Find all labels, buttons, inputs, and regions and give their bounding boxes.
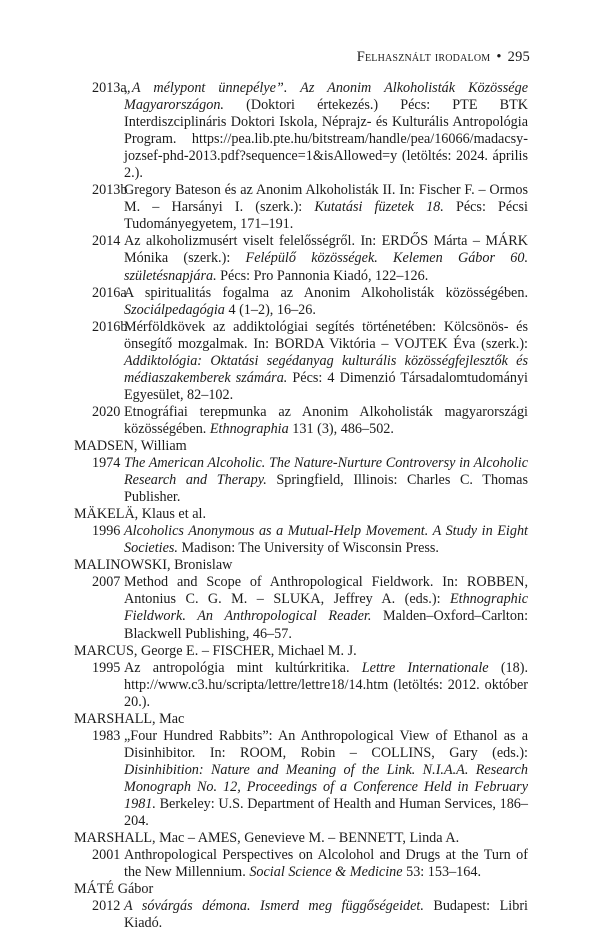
entry-text: Az alkoholizmusért viselt felelősségről. In: ERDŐS Márta – MÁRK Mónika (szerk.): [124,233,528,267]
entry-text: Gregory Bateson és az Anonim Alkoholisták II. In: Fischer F. – Ormos M. – Harsányi I. (szerk.): [124,182,528,216]
entry-text: Anthropological Perspectives on Alcolohol and Drugs at the Turn of the New Millennium. [124,847,528,881]
bibliography-entry [72,404,528,438]
entry-year: 2013a [92,80,127,96]
author-heading: MARSHALL, Mac – AMES, Genevieve M. – BENNETT, Linda A. [74,830,460,847]
entry-text: Pécs: Pro Pannonia Kiadó, 122–126. [216,267,429,284]
entry-text: Mérföldkövek az addiktológiai segítés történetében: Kölcsönös- és önsegítő mozgalmak. In: BORDA Viktória – VOJTEK Éva (szerk.): [124,318,528,352]
entry-title-italic: Social Science & Medicine [249,864,403,881]
entry-year: 2020 [92,403,121,420]
entry-text: Springfield, Illinois: Charles C. Thomas Publisher. [124,472,529,506]
entry-text: Berkeley: U.S. Department of Health and Human Services, 186–204. [124,795,528,830]
entry-title-italic: A sóvárgás démona. Ismerd meg függőségeidet. [124,898,424,915]
entry-text: 131 (3), 486–502. [288,420,394,437]
entry-year: 1983 [92,727,121,744]
entry-title-italic: „A mélypont ünnepélye”. Az Anonim Alkoholisták Közössége Magyarországon. [124,80,528,114]
entry-title-italic: The American Alcoholic. The Nature-Nurture Controversy in Alcoholic Research and Therapy. [124,455,528,489]
entry-text: (18). http://www.c3.hu/scripta/lettre/lettre18/14.htm (letöltés: 2012. október 20.). [124,659,529,710]
entry-year: 2001 [92,847,121,864]
bibliography-entry [72,898,528,932]
bibliography-entry [72,285,528,319]
author-heading: MADSEN, William [74,437,187,454]
entry-title-italic: Kutatási füzetek 18. [314,199,444,216]
running-head [357,49,530,66]
entry-year: 2007 [92,574,121,591]
bibliography-entry [72,728,528,830]
entry-text: Budapest: Libri Kiadó. [124,898,528,932]
entry-text: Malden–Oxford–Carlton: Blackwell Publishing, 46–57. [124,608,529,642]
entry-title-italic: Felépülő közösségek. Kelemen Gábor 60. születésnapjára. [124,250,528,284]
bibliography-entry [72,523,528,557]
entry-year: 1974 [92,455,121,472]
author-heading: MÄKELÄ, Klaus et al. [74,506,206,523]
entry-title-italic: Szociálpedagógia [124,301,225,318]
separator-bullet: • [496,49,502,65]
entry-title-italic: Disinhibition: Nature and Meaning of the Link. N.I.A.A. Research Monograph No. 12, Proceedings of a Conference Held in February 1981. [124,761,528,812]
bibliography-entry [72,80,528,182]
bibliography-entry [72,574,528,642]
author-heading: MALINOWSKI, Bronislaw [74,557,233,574]
entry-title-italic: Lettre Internationale [361,659,489,676]
page-number: 295 [507,49,530,65]
entry-text: Pécs: 4 Dimenzió Társadalomtudományi Egyesület, 82–102. [124,369,529,403]
section-title: Felhasznált irodalom [356,49,491,65]
bibliography-entry [72,319,528,404]
entry-text: Az antropológia mint kultúrkritika. [124,659,362,676]
entry-year: 1995 [92,659,121,676]
entry-title-italic: Ethnographia [209,420,289,437]
entry-text: Etnográfiai terepmunka az Anonim Alkoholisták magyarországi közösségében. [124,403,528,437]
entry-title-italic: Addiktológia: Oktatási segédanyag kulturális közösségfejlesztők és médiaszakemberek számára. [124,352,528,386]
entry-year: 2013b [92,182,128,199]
entry-text: (Doktori értekezés.) Pécs: PTE BTK Interdiszciplináris Doktori Iskola, Néprajz- és Kulturális Antropológia Program. https://pea.lib.pte.hu/bitstream/handle/pea/16066/madacsy-jozsef-phd-2013.pdf?sequence=1&isAllowed=y (letöltés: 2024. április 2.). [124,97,528,182]
entry-text: Pécs: Pécsi Tudományegyetem, 171–191. [124,199,528,233]
author-heading: MARSHALL, Mac [74,710,185,727]
entry-text: „Four Hundred Rabbits”: An Anthropological View of Ethanol as a Disinhibitor. In: ROOM, Robin – COLLINS, Gary (eds.): [124,727,528,761]
bibliography-entry [72,847,528,881]
bibliography-list [72,80,528,932]
bibliography-entry [72,233,528,284]
entry-text: A spiritualitás fogalma az Anonim Alkoholisták közösségében. [124,284,528,301]
entry-year: 2012 [92,898,121,915]
entry-year: 2016a [92,284,127,301]
entry-year: 2014 [92,233,121,250]
bibliography-entry [72,660,528,711]
entry-text: 53: 153–164. [402,864,481,881]
entry-text: Madison: The University of Wisconsin Press. [177,540,439,557]
entry-title-italic: Ethnographic Fieldwork. An Anthropological Reader. [124,591,528,625]
bibliography-entry [72,182,528,233]
entry-year: 2016b [92,318,128,335]
author-heading: MARCUS, George E. – FISCHER, Michael M. J. [74,642,357,659]
entry-year: 1996 [92,523,121,540]
entry-text: Method and Scope of Anthropological Fieldwork. In: ROBBEN, Antonius C. G. M. – SLUKA, Jeffrey A. (eds.): [124,574,528,608]
author-heading: MÁTÉ Gábor [74,881,154,898]
entry-text: 4 (1–2), 16–26. [224,301,316,318]
bibliography-entry [72,455,528,506]
entry-title-italic: Alcoholics Anonymous as a Mutual-Help Movement. A Study in Eight Societies. [124,523,528,557]
